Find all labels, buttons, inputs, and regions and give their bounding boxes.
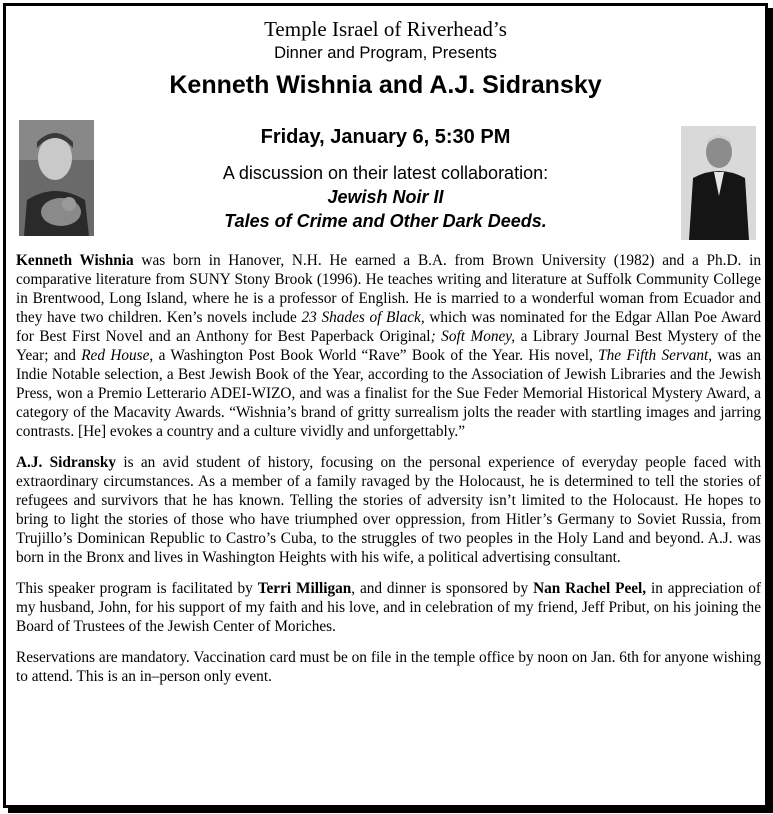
bio-text: a Library Journal Best Mystery of the Year; and [16,328,761,364]
discussion-intro: A discussion on their latest collaboration: [222,163,549,183]
book-title-inline: ; Soft Money, [430,328,516,345]
event-subtitle: Dinner and Program, Presents [274,44,497,62]
bio-text: is an avid student of history, focusing on the personal experience of everyday people faced with extraordinary circumstances. As a member of a family ravaged by the Holocaust, he is determined to tell the stories of refugees and survivors that he has known. Telling the stories of adversity isn’t limited to the Holocaust. He hopes to bring to light the stories of those who have triumphed over oppression, from Hitler’s Germany to Soviet Russia, from Trujillo’s Dominican Republic to Castro’s Cuba, to the struggles of two peoples in the Holy Land and beyond. A.J. was born in the Bronx and lives in Washington Heights with his wife, a political advertising consultant. [16,454,761,566]
sponsor-text: This speaker program is facilitated by [16,580,258,597]
bio-text: was an Indie Notable selection, a Best Jewish Book of the Year, according to the Association of Jewish Libraries and the Jewish Press, won a Premio Letterario ADEI-WIZO, and was a finalist for the Sue Feder Memorial Historical Mystery Award, a category of the Macavity Awards. “Wishnia’s brand of gritty surrealism jolts the reader with startling images and jarring contrasts. [He] evokes a country and a culture vividly and unforgettably.” [16,347,761,440]
reservations-note: Reservations are mandatory. Vaccination card must be on file in the temple office by noon on Jan. 6th for anyone wishing to attend. This is an in–person only event. [16,649,761,685]
flyer-header [6,6,765,246]
book-title-inline: The Fifth Servant, [598,347,713,364]
facilitator-name: Terri Milligan [257,580,352,597]
book-subtitle: Tales of Crime and Other Dark Deeds. [224,211,547,231]
book-title: Jewish Noir II [327,187,444,207]
bio-wishnia-name: Kenneth Wishnia [16,252,134,269]
flyer-body [16,251,761,698]
speakers-heading: Kenneth Wishnia and A.J. Sidransky [169,71,602,99]
flyer-frame [3,3,768,808]
sponsor-name: Nan Rachel Peel, [533,580,647,597]
book-title-inline: Red House [81,347,150,364]
event-date: Friday, January 6, 5:30 PM [260,126,511,148]
bio-sidransky-name: A.J. Sidransky [16,454,116,471]
sponsor-text: in appreciation of my husband, John, for his support of my faith and his love, and in celebration of my friend, Jeff Pribut, on his joining the Board of Trustees of the Jewish Center of Moriches. [16,580,762,635]
sponsor-paragraph [16,579,761,636]
bio-wishnia [16,251,761,441]
bio-text: which was nominated for the Edgar Allan Poe Award for Best First Novel and an Anthony for Best Paperback Original [16,309,761,345]
book-title-inline: 23 Shades of Black, [301,309,425,326]
bio-text: was born in Hanover, N.H. He earned a B.A. from Brown University (1982) and a Ph.D. in comparative literature from SUNY Stony Brook (1996). He teaches writing and literature at Suffolk Community College in Brentwood, Long Island, where he is a professor of English. He is married to a wonderful woman from Ecuador and they have two children. Ken’s novels include [16,252,761,326]
bio-sidransky [16,453,761,567]
organization-title: Temple Israel of Riverhead’s [264,17,507,41]
bio-text: , a Washington Post Book World “Rave” Book of the Year. His novel, [149,347,599,364]
sponsor-text: , and dinner is sponsored by [351,580,534,597]
